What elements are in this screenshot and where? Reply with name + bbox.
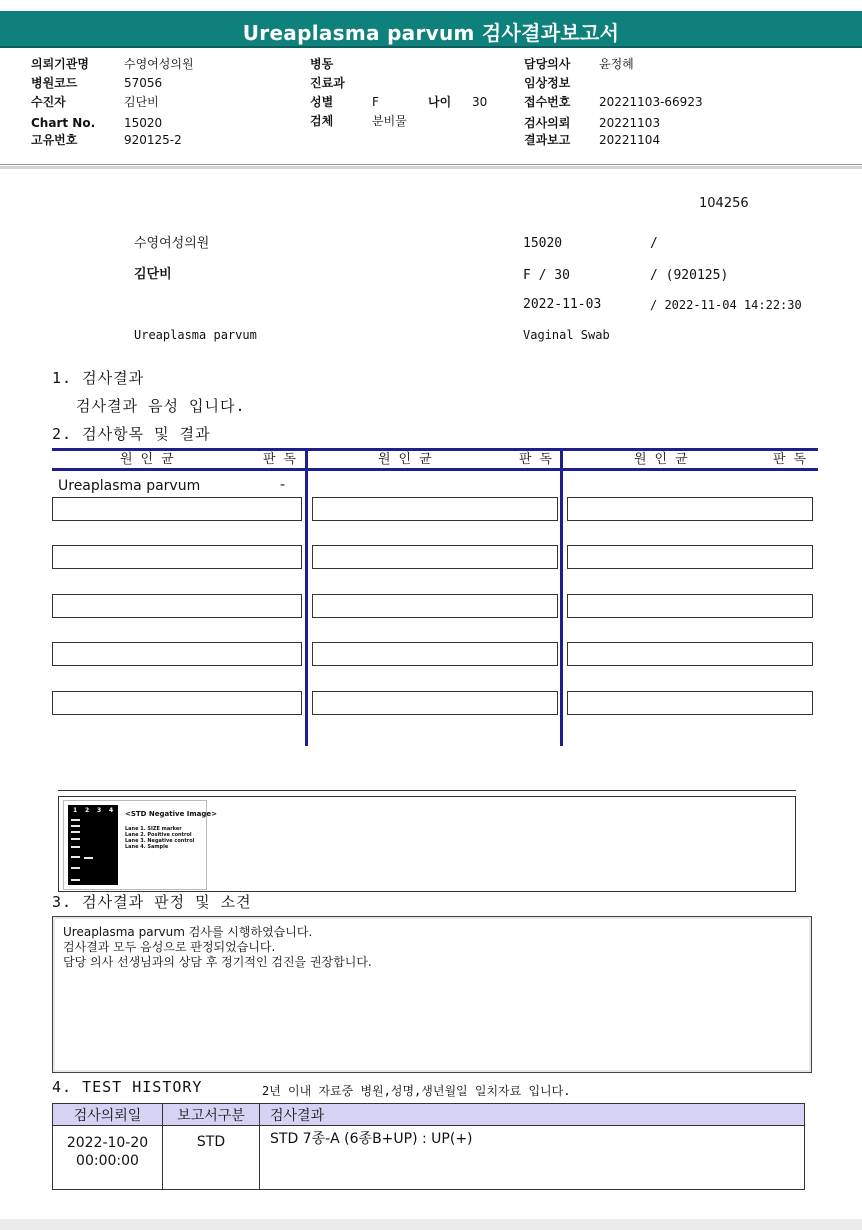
lane-number: 1 — [73, 807, 78, 814]
result-cell — [567, 642, 813, 666]
body-patient-name: 김단비 — [134, 267, 172, 282]
history-date-cell — [53, 1126, 163, 1190]
gel-band — [71, 879, 80, 881]
result-cell — [52, 594, 302, 618]
gel-note: Lane 1. SIZE marker — [125, 826, 182, 832]
body-clinic: 수영여성의원 — [134, 236, 210, 251]
value-unique-id: 920125-2 — [124, 133, 182, 147]
value-age: 30 — [472, 95, 488, 109]
header-organism-3: 원인균 — [634, 452, 696, 467]
result-cell — [567, 545, 813, 569]
opinion-line: 검사결과 모두 음성으로 판정되었습니다. — [63, 940, 276, 954]
body-test-name: Ureaplasma parvum — [134, 328, 257, 342]
history-header-result: 검사결과 — [260, 1104, 805, 1126]
gel-band — [84, 857, 93, 859]
history-table — [52, 1103, 805, 1190]
label-clinical-info: 임상정보 — [524, 76, 571, 90]
body-slash: / — [650, 236, 658, 251]
body-sex-age: F / 30 — [523, 268, 570, 283]
section2-title: 2. 검사항목 및 결과 — [52, 425, 211, 443]
value-requesting-institution: 수영여성의원 — [124, 57, 194, 71]
body-report-datetime: / 2022-11-04 14:22:30 — [650, 298, 802, 312]
result-cell — [52, 545, 302, 569]
result-cell — [312, 691, 558, 715]
lane-number: 2 — [85, 807, 90, 814]
section3-title: 3. 검사결과 판정 및 소견 — [52, 893, 252, 911]
gel-note: Lane 4. Sample — [125, 844, 169, 850]
gel-band — [71, 846, 80, 848]
history-time: 00:00:00 — [76, 1153, 139, 1169]
label-doctor: 담당의사 — [524, 57, 571, 71]
gel-note: Lane 2. Positive control — [125, 832, 192, 838]
gel-band — [71, 856, 80, 858]
label-sex: 성별 — [310, 95, 334, 109]
result-judgment: - — [280, 477, 286, 493]
result-cell — [567, 691, 813, 715]
label-ward: 병동 — [310, 57, 334, 71]
body-specimen: Vaginal Swab — [523, 328, 610, 342]
label-department: 진료과 — [310, 76, 345, 90]
label-chart-no: Chart No. — [31, 116, 96, 130]
results-table — [52, 448, 818, 746]
history-type: STD — [163, 1126, 260, 1190]
result-cell — [567, 594, 813, 618]
header-organism-2: 원인균 — [378, 452, 440, 467]
value-receipt-no: 20221103-66923 — [599, 95, 703, 109]
opinion-line: 담당 의사 선생님과의 상담 후 정기적인 검진을 권장합니다. — [63, 955, 372, 969]
results-table-header-rule — [52, 468, 818, 471]
result-cell — [52, 642, 302, 666]
section4-title: 4. TEST HISTORY — [52, 1078, 203, 1096]
result-organism: Ureaplasma parvum — [58, 478, 201, 494]
label-specimen: 검체 — [310, 114, 334, 128]
label-requesting-institution: 의뢰기관명 — [31, 57, 89, 71]
label-unique-id: 고유번호 — [31, 133, 78, 147]
opinion-line: Ureaplasma parvum 검사를 시행하였습니다. — [63, 925, 313, 939]
value-chart-no: 15020 — [124, 116, 163, 130]
results-table-divider-1 — [305, 448, 308, 746]
value-hospital-code: 57056 — [124, 76, 163, 90]
value-doctor: 윤정혜 — [599, 57, 634, 71]
result-cell — [312, 497, 558, 521]
label-receipt-no: 접수번호 — [524, 95, 571, 109]
history-result: STD 7종-A (6종B+UP) : UP(+) — [260, 1126, 805, 1190]
value-sex: F — [372, 95, 379, 109]
history-header-date: 검사의뢰일 — [53, 1104, 163, 1126]
result-cell — [312, 545, 558, 569]
gel-electrophoresis-image — [68, 805, 118, 885]
result-cell — [312, 594, 558, 618]
table-row — [53, 1126, 805, 1190]
gel-band — [71, 867, 80, 869]
body-chart-no: 15020 — [523, 236, 563, 251]
label-age: 나이 — [428, 95, 452, 109]
header-judgment-1: 판독 — [263, 452, 305, 467]
history-header-type: 보고서구분 — [163, 1104, 260, 1126]
gel-band — [71, 831, 80, 833]
report-title: Ureaplasma parvum 검사결과보고서 — [242, 21, 620, 45]
opinion-box — [52, 916, 812, 1073]
value-request-date: 20221103 — [599, 116, 661, 130]
result-cell — [52, 691, 302, 715]
header-judgment-2: 판독 — [519, 452, 561, 467]
label-request-date: 검사의뢰 — [524, 116, 571, 130]
gel-band — [71, 825, 80, 827]
label-patient: 수진자 — [31, 95, 66, 109]
header-judgment-3: 판독 — [773, 452, 815, 467]
results-table-divider-2 — [560, 448, 563, 746]
doc-number: 104256 — [699, 196, 749, 211]
lane-number: 4 — [109, 807, 114, 814]
gel-note: Lane 3. Negative control — [125, 838, 195, 844]
gel-band — [71, 838, 80, 840]
section1-result: 검사결과 음성 입니다. — [76, 397, 246, 415]
history-date: 2022-10-20 — [66, 1135, 149, 1151]
lane-number: 3 — [97, 807, 102, 814]
gel-band — [71, 819, 80, 821]
body-received-date: 2022-11-03 — [523, 297, 602, 312]
body-birth: / (920125) — [650, 268, 729, 283]
footer-bar — [0, 1219, 862, 1230]
result-cell — [52, 497, 302, 521]
history-note: 2년 이내 자료중 병원,성명,생년월일 일치자료 입니다. — [262, 1084, 571, 1098]
gel-image-card — [63, 800, 218, 890]
header-organism-1: 원인균 — [120, 452, 182, 467]
label-report-date: 결과보고 — [524, 133, 571, 147]
gel-image-title: <STD Negative Image> — [125, 810, 218, 818]
label-hospital-code: 병원코드 — [31, 76, 78, 90]
value-patient: 김단비 — [124, 95, 159, 109]
result-cell — [312, 642, 558, 666]
section1-title: 1. 검사결과 — [52, 369, 145, 387]
result-cell — [567, 497, 813, 521]
image-top-rule — [58, 790, 796, 791]
header-divider — [0, 164, 862, 165]
value-specimen: 분비물 — [372, 114, 407, 128]
value-report-date: 20221104 — [599, 133, 661, 147]
report-title-bar — [0, 11, 862, 48]
header-divider-shadow — [0, 166, 862, 169]
